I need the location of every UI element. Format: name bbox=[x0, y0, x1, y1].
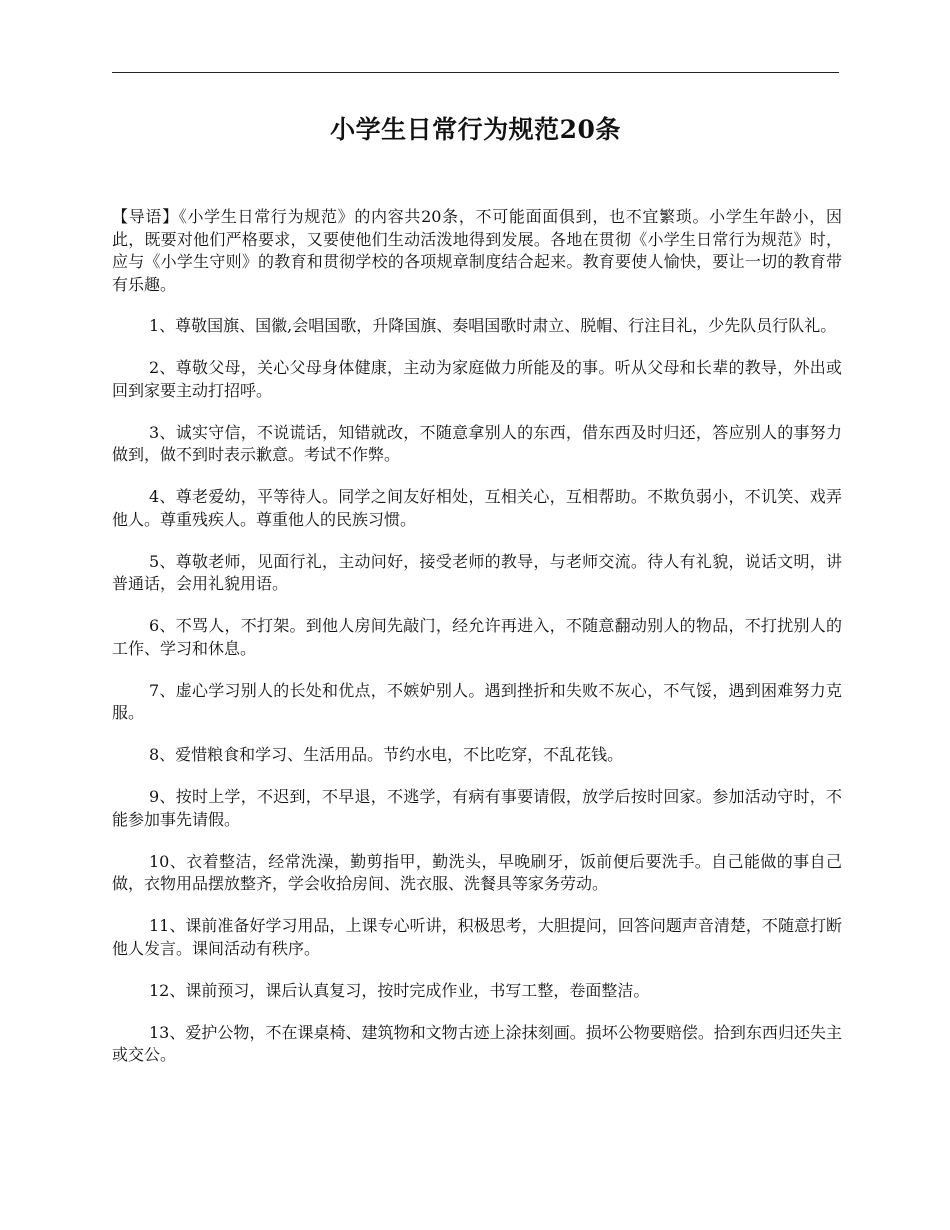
rule-item-6: 6、不骂人，不打架。到他人房间先敲门，经允许再进入，不随意翻动别人的物品，不打扰别人的工作、学习和休息。 bbox=[112, 616, 842, 658]
rule-item-13: 13、爱护公物，不在课桌椅、建筑物和文物古迹上涂抹刻画。损坏公物要赔偿。拾到东西归还失主或交公。 bbox=[112, 1022, 842, 1064]
document-body bbox=[112, 206, 842, 1086]
header-rule bbox=[112, 72, 839, 73]
rule-item-2: 2、尊敬父母，关心父母身体健康，主动为家庭做力所能及的事。听从父母和长辈的教导，外出或回到家要主动打招呼。 bbox=[112, 358, 842, 400]
page-title: 小学生日常行为规范20条 bbox=[330, 115, 621, 144]
rule-item-7: 7、虚心学习别人的长处和优点，不嫉妒别人。遇到挫折和失败不灰心，不气馁，遇到困难努力克服。 bbox=[112, 680, 842, 722]
intro-paragraph: 【导语】《小学生日常行为规范》的内容共20条，不可能面面俱到，也不宜繁琐。小学生年龄小，因此，既要对他们严格要求，又要使他们生动活泼地得到发展。各地在贯彻《小学生日常行为规范》时，应与《小学生守则》的教育和贯彻学校的各项规章制度结合起来。教育要使人愉快，要让一切的教育带有乐趣。 bbox=[112, 207, 842, 294]
rule-item-9: 9、按时上学，不迟到，不早退，不逃学，有病有事要请假，放学后按时回家。参加活动守时，不能参加事先请假。 bbox=[112, 787, 842, 829]
rule-item-5: 5、尊敬老师，见面行礼，主动问好，接受老师的教导，与老师交流。待人有礼貌，说话文明，讲普通话，会用礼貌用语。 bbox=[112, 551, 842, 593]
rule-item-1: 1、尊敬国旗、国徽,会唱国歌，升降国旗、奏唱国歌时肃立、脱帽、行注目礼，少先队员行队礼。 bbox=[149, 316, 837, 335]
rule-item-11: 11、课前准备好学习用品，上课专心听讲，积极思考，大胆提问，回答问题声音清楚，不随意打断他人发言。课间活动有秩序。 bbox=[112, 916, 842, 958]
rule-item-3: 3、诚实守信，不说谎话，知错就改，不随意拿别人的东西，借东西及时归还，答应别人的事努力做到，做不到时表示歉意。考试不作弊。 bbox=[112, 422, 842, 464]
rule-item-4: 4、尊老爱幼，平等待人。同学之间友好相处，互相关心，互相帮助。不欺负弱小，不讥笑、戏弄他人。尊重残疾人。尊重他人的民族习惯。 bbox=[112, 487, 842, 529]
rule-item-8: 8、爱惜粮食和学习、生活用品。节约水电，不比吃穿，不乱花钱。 bbox=[149, 745, 624, 764]
rule-item-10: 10、衣着整洁，经常洗澡，勤剪指甲，勤洗头，早晚刷牙，饭前便后要洗手。自己能做的事自己做，衣物用品摆放整齐，学会收拾房间、洗衣服、洗餐具等家务劳动。 bbox=[112, 851, 842, 893]
rule-item-12: 12、课前预习，课后认真复习，按时完成作业，书写工整，卷面整洁。 bbox=[149, 980, 650, 1000]
